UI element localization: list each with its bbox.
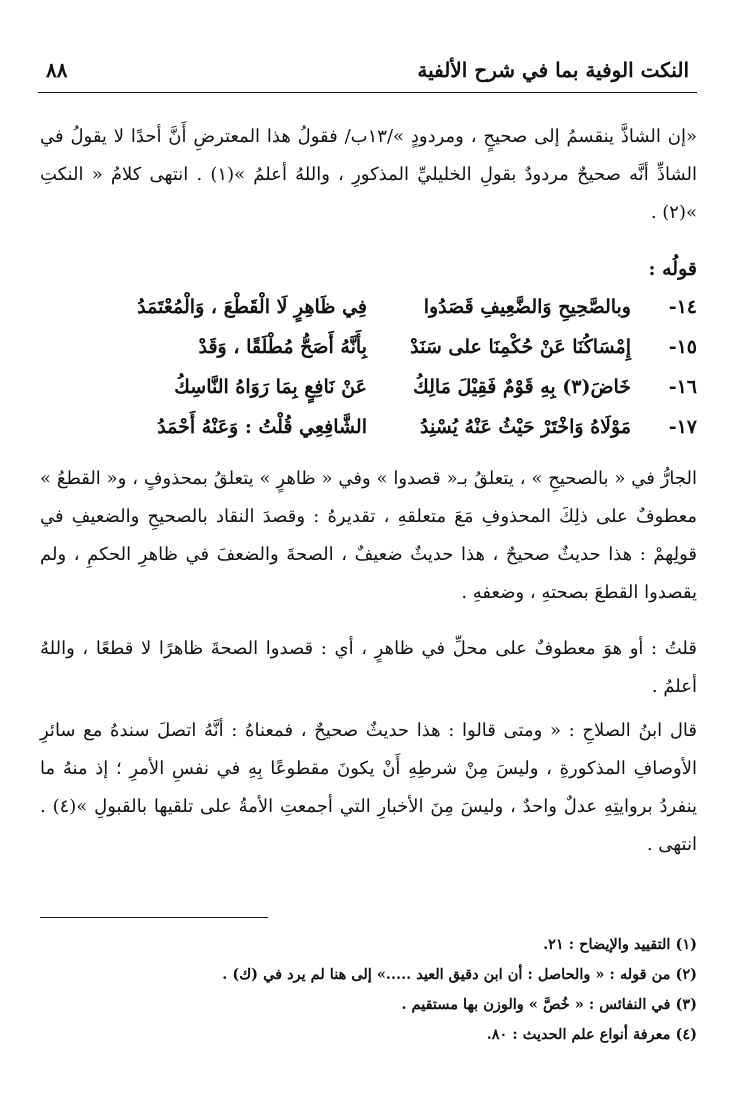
verse-first-hemistich: وبالصَّحِيحِ وَالضَّعِيفِ قَصَدُوا: [423, 296, 631, 318]
book-title: النكت الوفية بما في شرح الألفية: [417, 58, 689, 82]
verse-first-hemistich: خَاضَ(٣) بِهِ قَوْمٌ فَقِيْلَ مَالِكُ: [413, 376, 631, 398]
verse-line: [40, 376, 697, 416]
footnotes: [40, 930, 697, 1050]
verse-number: ١٦-: [668, 376, 697, 398]
running-header: [38, 58, 697, 93]
verse-second-hemistich: الشَّافِعِي قُلْتُ : وَعَنْهُ أَحْمَدُ: [157, 416, 367, 438]
paragraph-author-note: قلتُ : أو هوَ معطوفٌ على محلِّ في ظاهرٍ ، أي : قصدوا الصحةَ ظاهرًا لا قطعًا ، واللهُ أعلمُ .: [40, 638, 697, 697]
verse-first-hemistich: إِمْسَاكُنَا عَنْ حُكْمِنَا على سَنَدْ: [410, 336, 631, 358]
paragraph-quote-continuation: «إن الشاذَّ ينقسمُ إلى صحيحٍ ، ومردودٍ »/١٣ب/ فقولُ هذا المعترضِ أَنَّ أحدًا لا يقولُ في الشاذِّ أنَّه صحيحٌ مردودٌ بقولِ الخليليِّ المذكورِ ، واللهُ أعلمُ »(١) . انتهى كلامُ « النكتِ »(٢) .: [40, 126, 698, 223]
footnote: (٤) معرفة أنواع علم الحديث : ٨٠.: [486, 1026, 697, 1043]
verse-number: ١٧-: [668, 416, 697, 438]
paragraph-commentary: الجارُّ في « بالصحيحِ » ، يتعلقُ بـ« قصدوا » وفي « ظاهرٍ » يتعلقُ بمحذوفٍ ، و« القطعُ » معطوفٌ على ذلِكَ المحذوفِ مَعَ متعلقهِ ، تقديرهُ : وقصدَ النقاد بالصحيحِ والضعيفِ في قولِهمْ : هذا حديثٌ صحيحٌ ، هذا حديثٌ ضعيفٌ ، الصحةَ والضعفَ في ظاهرِ الحكمِ ، ولم يقصدوا القطعَ بصحتهِ ، وضعفهِ .: [40, 468, 697, 603]
footnote: (٣) في النفائس : « خُصَّ » والوزن بها مستقيم .: [401, 996, 697, 1013]
verse-second-hemistich: بِأَنَّهُ أَصَحُّ مُطْلَقًا ، وَقَدْ: [198, 336, 367, 358]
verse-second-hemistich: عَنْ نَافِعٍ بِمَا رَوَاهُ النَّاسِكُ: [174, 376, 367, 398]
footnote: (٢) من قوله : « والحاصل : أن ابن دقيق العيد .....» إلى هنا لم يرد في (ك) .: [222, 966, 697, 983]
page-number: ٨٨: [46, 58, 68, 82]
verse-line: [40, 296, 697, 336]
verse-first-hemistich: مَوْلَاهُ وَاخْتَرْ حَيْثُ عَنْهُ يُسْنِدُ: [420, 416, 631, 438]
footnote-divider: [40, 917, 268, 918]
section-label: قولُه :: [648, 258, 697, 280]
verse-number: ١٤-: [668, 296, 697, 318]
verse-second-hemistich: فِي ظَاهِرٍ لَا الْقَطْعَ ، وَالْمُعْتَمَدُ: [137, 296, 367, 318]
paragraph-ibn-salah-quote: قال ابنُ الصلاحِ : « ومتى قالوا : هذا حديثٌ صحيحٌ ، فمعناهُ : أنَّهُ اتصلَ سندهُ مع سائرِ الأوصافِ المذكورةِ ، وليسَ مِنْ شرطِهِ أَنْ يكونَ مقطوعًا بِهِ في نفسِ الأمرِ ؛ إذ منهُ ما ينفردُ بروايتِهِ عدلٌ واحدٌ ، وليسَ مِنَ الأخبارِ التي أجمعتِ الأمةُ على تلقيها بالقبولِ »(٤) . انتهى .: [40, 720, 698, 855]
verse-block: [40, 296, 697, 456]
verse-line: [40, 336, 697, 376]
verse-line: [40, 416, 697, 456]
footnote: (١) التقييد والإيضاح : ٢١.: [543, 936, 697, 953]
verse-number: ١٥-: [668, 336, 697, 358]
